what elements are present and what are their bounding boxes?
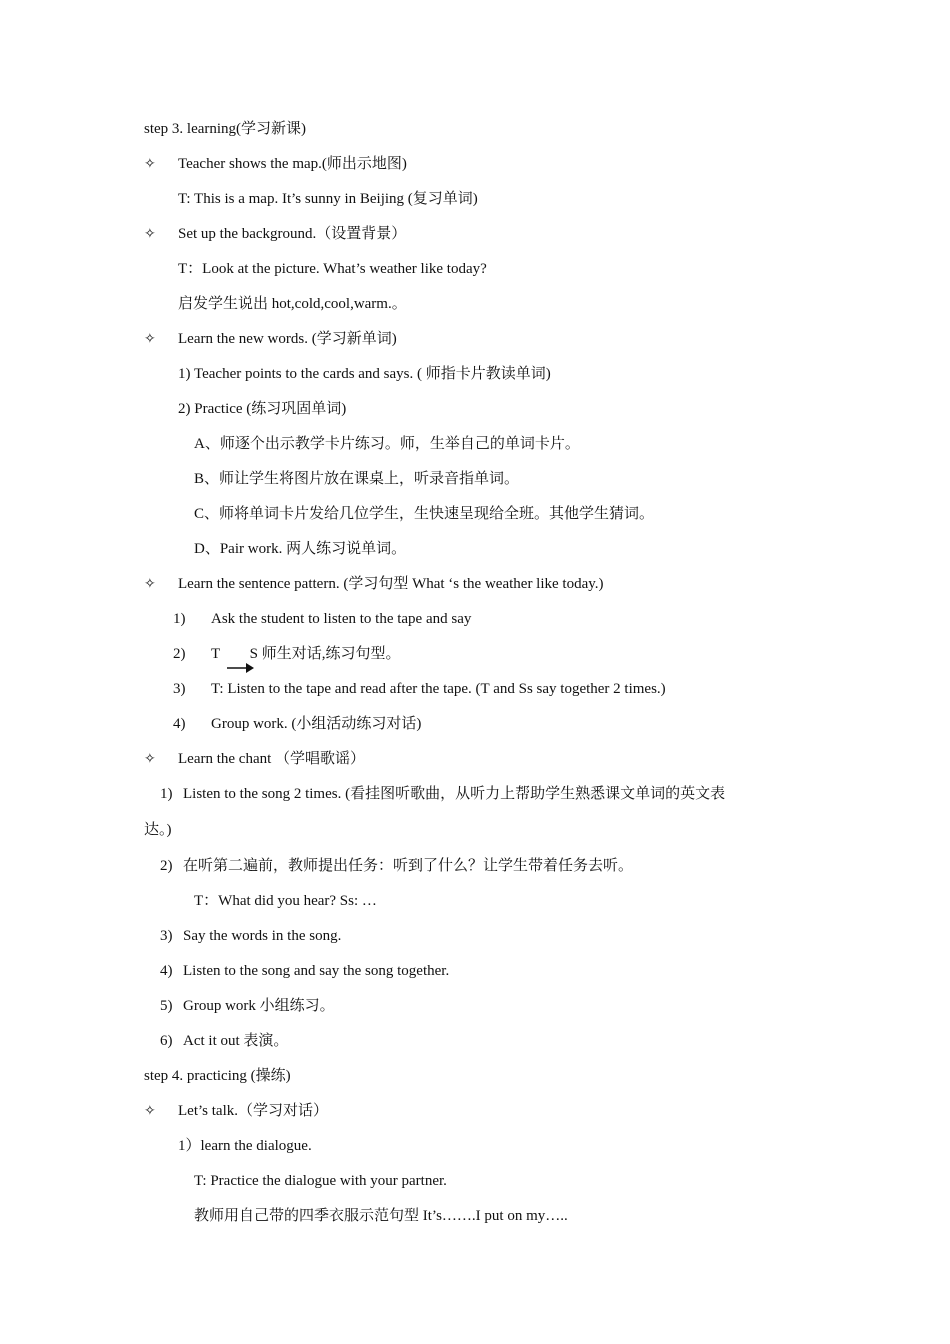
list-item: Listen to the song 2 times. (看挂图听歌曲，从听力上帮助学生熟悉课文单词的英文表 [183, 786, 726, 802]
list-item: Group work. (小组活动练习对话) [211, 716, 422, 732]
list-item: 1）learn the dialogue. [178, 1138, 312, 1154]
list-item: Say the words in the song. [183, 928, 342, 944]
list-number: 4) [160, 963, 173, 979]
bullet-star-icon: ✧ [144, 156, 156, 172]
list-number: 5) [160, 998, 173, 1014]
list-number: 3) [173, 681, 186, 697]
list-item: Listen to the song and say the song together. [183, 963, 450, 979]
list-item [211, 644, 401, 664]
bullet-star-icon: ✧ [144, 1103, 156, 1119]
list-number: 1) [173, 611, 186, 627]
list-number: 6) [160, 1033, 173, 1049]
list-text: S 师生对话,练习句型。 [249, 646, 401, 662]
list-item: 2) Practice (练习巩固单词) [178, 401, 347, 417]
list-number: 2) [173, 646, 186, 662]
bullet-text: Learn the new words. (学习新单词) [178, 331, 397, 347]
bullet-text: Learn the sentence pattern. (学习句型 What ‘s the weather like today.) [178, 576, 604, 592]
speaker-label: T [211, 646, 220, 662]
list-number: 1) [160, 786, 173, 802]
list-item: Group work 小组练习。 [183, 998, 335, 1014]
step3-title: step 3. learning(学习新课) [144, 121, 307, 137]
bullet-text: Set up the background.（设置背景） [178, 226, 407, 242]
bullet-star-icon: ✧ [144, 331, 156, 347]
sub-item: T：What did you hear? Ss: … [194, 893, 377, 909]
bullet-text: Teacher shows the map.(师出示地图) [178, 156, 407, 172]
list-number: 4) [173, 716, 186, 732]
list-item: Act it out 表演。 [183, 1033, 289, 1049]
step4-title: step 4. practicing (操练) [144, 1068, 291, 1084]
body-line: T: This is a map. It’s sunny in Beijing (复习单词) [178, 191, 478, 207]
list-number: 2) [160, 858, 173, 874]
list-item: 在听第二遍前，教师提出任务：听到了什么？让学生带着任务去听。 [183, 858, 634, 874]
bullet-star-icon: ✧ [144, 751, 156, 767]
list-number: 3) [160, 928, 173, 944]
list-item-continuation: 达。) [144, 822, 172, 838]
body-line: 启发学生说出 hot,cold,cool,warm.。 [178, 296, 407, 312]
sub-item: A、师逐个出示教学卡片练习。师，生举自己的单词卡片。 [194, 436, 580, 452]
list-item: 1) Teacher points to the cards and says. ( 师指卡片教读单词) [178, 366, 551, 382]
body-line: 教师用自己带的四季衣服示范句型 It’s…….I put on my….. [194, 1208, 568, 1224]
sub-item: D、Pair work. 两人练习说单词。 [194, 541, 407, 557]
sub-item: B、师让学生将图片放在课桌上，听录音指单词。 [194, 471, 520, 487]
body-line: T：Look at the picture. What’s weather like today? [178, 261, 487, 277]
bullet-star-icon: ✧ [144, 576, 156, 592]
body-line: T: Practice the dialogue with your partner. [194, 1173, 447, 1189]
sub-item: C、师将单词卡片发给几位学生，生快速呈现给全班。其他学生猜词。 [194, 506, 655, 522]
bullet-text: Learn the chant （学唱歌谣） [178, 751, 366, 767]
list-item: T: Listen to the tape and read after the tape. (T and Ss say together 2 times.) [211, 681, 666, 697]
bullet-star-icon: ✧ [144, 226, 156, 242]
list-item: Ask the student to listen to the tape and say [211, 611, 472, 627]
bullet-text: Let’s talk.（学习对话） [178, 1103, 328, 1119]
